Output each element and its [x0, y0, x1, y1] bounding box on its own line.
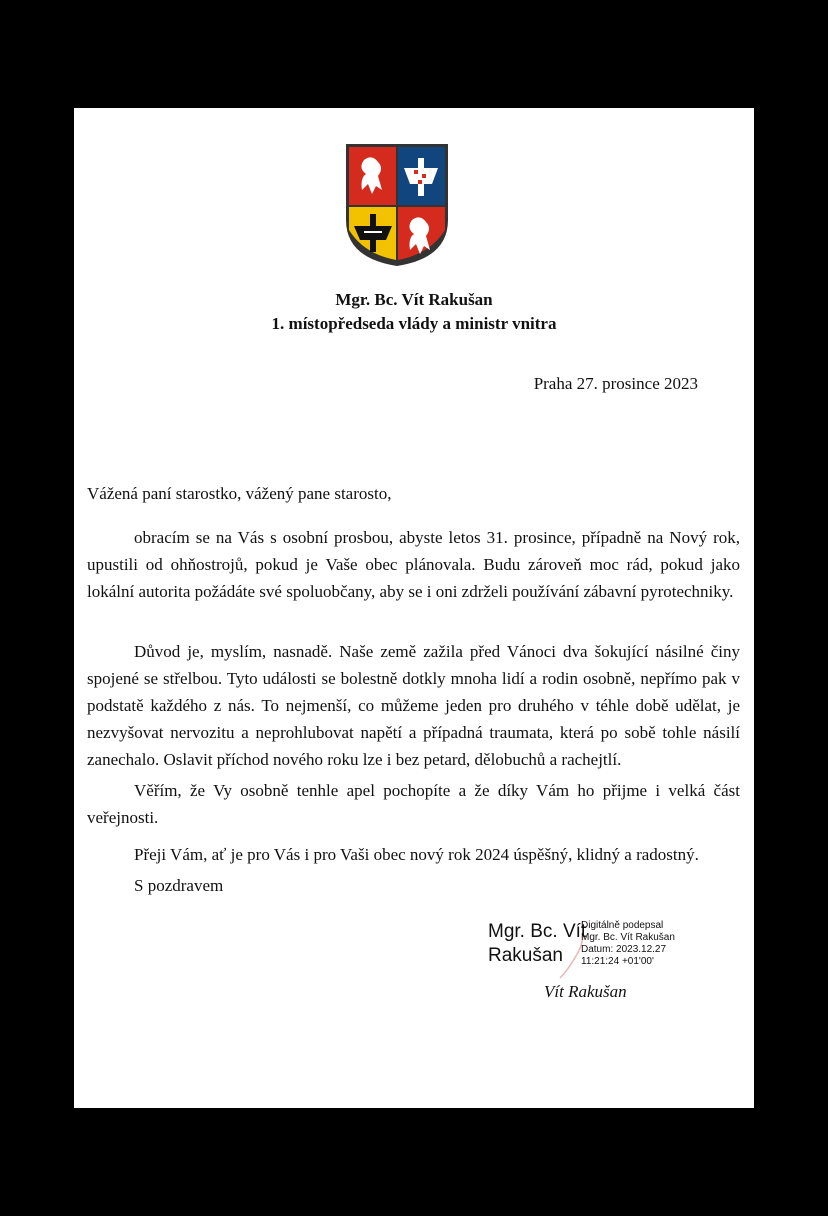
paragraph-text: obracím se na Vás s osobní prosbou, abyste letos 31. prosince, případně na Nový rok, upustili od ohňostrojů, pokud je Vaše obec plánovala. Budu zároveň moc rád, pokud jako lokální autorita požádáte své spoluobčany, aby se i oni zdrželi používání zábavní pyrotechniky. [87, 528, 740, 601]
paragraph [87, 524, 740, 605]
closing: S pozdravem [134, 876, 224, 895]
handwritten-signature: Vít Rakušan [544, 982, 627, 1001]
coat-of-arms-icon [342, 140, 452, 270]
paragraph [87, 777, 740, 831]
digital-signature-line: 11:21:24 +01'00' [581, 956, 654, 967]
paragraph [87, 841, 740, 868]
paragraph [87, 638, 740, 773]
paragraph-text: Přeji Vám, ať je pro Vás i pro Vaši obec nový rok 2024 úspěšný, klidný a radostný. [134, 845, 699, 864]
digital-signature-line: Datum: 2023.12.27 [581, 944, 667, 955]
letter-page [74, 108, 754, 1108]
digital-signature-line: Digitálně podepsal [581, 920, 664, 931]
digital-signature-line: Mgr. Bc. Vít Rakušan [581, 932, 675, 943]
minister-name: Mgr. Bc. Vít Rakušan [335, 290, 493, 309]
paragraph-text: Věřím, že Vy osobně tenhle apel pochopíte a že díky Vám ho přijme i velká část veřejnosti. [87, 781, 740, 827]
minister-title: 1. místopředseda vlády a ministr vnitra [271, 314, 557, 333]
paragraph-text: Důvod je, myslím, nasnadě. Naše země zažila před Vánoci dva šokující násilné činy spojené se střelbou. Tyto události se bolestně dotkly mnoha lidí a rodin osobně, nepřímo pak v podstatě každého z nás. To nejmenší, co můžeme jeden pro druhého v téhle době udělat, je nezvyšovat nervozitu a neprohlubovat napětí a případná traumata, která po sobě tohle násilí zanechalo. Oslavit příchod nového roku lze i bez petard, dělobuchů a rachejtlí. [87, 642, 740, 769]
signer-name [488, 920, 586, 968]
salutation: Vážená paní starostko, vážený pane starosto, [87, 484, 392, 503]
letter-date: Praha 27. prosince 2023 [533, 374, 698, 393]
digital-signature-info [581, 920, 675, 968]
signer-name-line1: Mgr. Bc. Vít [488, 921, 587, 942]
signer-name-line2: Rakušan [488, 945, 563, 966]
